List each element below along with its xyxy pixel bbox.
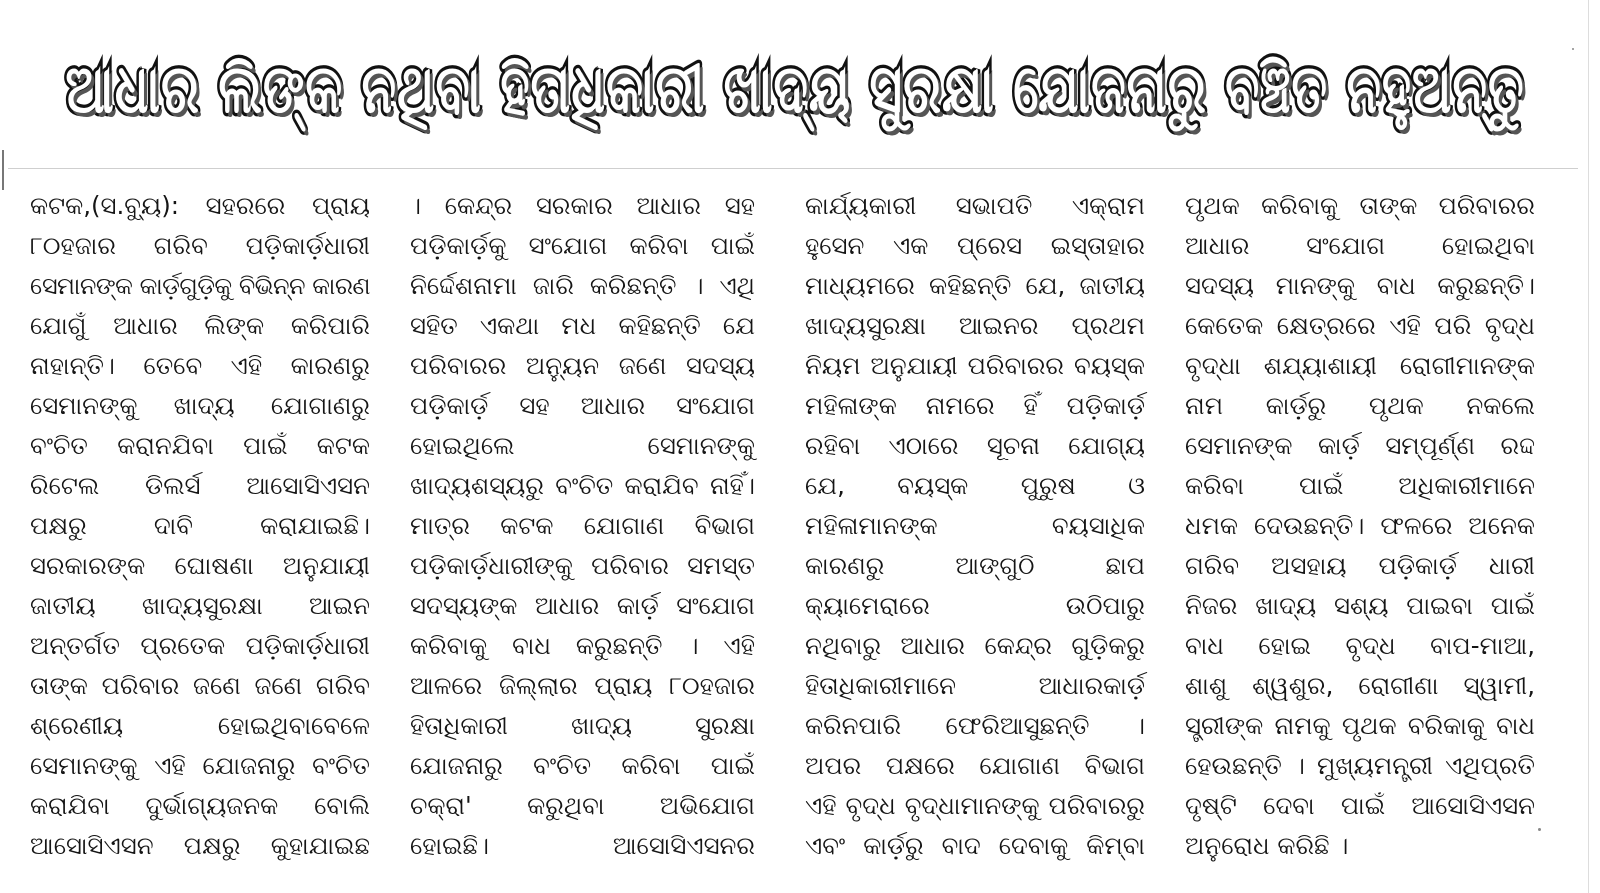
column-line: ତାଙ୍କ ପରିବାର ଜଣେ ଜଣେ ଗରିବ	[30, 671, 370, 700]
column-line: । କେନ୍ଦ୍ର ସରକାର ଆଧାର ସହ	[410, 191, 755, 220]
column-line: ଏହି ବୃଦ୍ଧ ବୃଦ୍ଧାମାନଙ୍କୁ ପରିବାରରୁ	[805, 791, 1145, 820]
column-line: ସେମାନଙ୍କ କାର୍ଡ଼ଗୁଡ଼ିକୁ ବିଭିନ୍ନ କାରଣ	[30, 272, 370, 300]
column-line: ପୃଥକ କରିବାକୁ ତାଙ୍କ ପରିବାରର	[1185, 191, 1535, 220]
column-line: କରିନପାରି ଫେରିଆସୁଛନ୍ତି ।	[805, 711, 1145, 740]
scan-speck	[1572, 48, 1574, 50]
column-line: ହୋଇଛି। ଆସୋସିଏସନର	[410, 831, 755, 860]
column-line: ନଥିବାରୁ ଆଧାର କେନ୍ଦ୍ର ଗୁଡ଼ିକରୁ	[805, 631, 1145, 660]
column-line: ବଂଚିତ କରାନଯିବା ପାଇଁ କଟକ	[30, 431, 370, 460]
column-line: ବାଧ ହୋଇ ବୃଦ୍ଧ ବାପ-ମାଆ,	[1185, 631, 1535, 660]
column-line: ନିର୍ଦ୍ଦେଶନାମା ଜାରି କରିଛନ୍ତି । ଏଥି	[410, 271, 755, 300]
column-line: ପଡ଼ିକାର୍ଡ଼କୁ ସଂଯୋଗ କରିବା ପାଇଁ	[410, 231, 755, 260]
column-line: ମାତ୍ର କଟକ ଯୋଗାଣ ବିଭାଗ	[410, 511, 755, 540]
column-line: ନାହାନ୍ତି। ତେବେ ଏହି କାରଣରୁ	[30, 351, 370, 380]
article-column-4	[1185, 186, 1535, 866]
column-line: ସରକାରଙ୍କ ଘୋଷଣା ଅନୁଯାୟୀ	[30, 551, 370, 580]
column-line: ସଦସ୍ୟ ମାନଙ୍କୁ ବାଧ କରୁଛନ୍ତି।	[1185, 271, 1535, 300]
column-line: ଆସୋସିଏସନ ପକ୍ଷରୁ କୁହାଯାଇଛ	[30, 831, 370, 860]
column-line: ସେମାନଙ୍କ କାର୍ଡ଼ ସମ୍ପୂର୍ଣ୍ଣ ରଦ୍ଦ	[1185, 431, 1535, 460]
column-line: ମାଧ୍ୟମରେ କହିଛନ୍ତି ଯେ, ଜାତୀୟ	[805, 271, 1145, 300]
column-line: ହିତାଧିକାରୀ ଖାଦ୍ୟ ସୁରକ୍ଷା	[410, 711, 755, 740]
article-column-3	[805, 186, 1145, 866]
column-line: ନିୟମ ଅନୁଯାୟୀ ପରିବାରର ବୟସ୍କ	[805, 351, 1145, 380]
column-line: କରିବା ପାଇଁ ଅଧିକାରୀମାନେ	[1185, 471, 1535, 500]
column-line: ହିତାଧିକାରୀମାନେ ଆଧାରକାର୍ଡ଼	[805, 671, 1145, 700]
column-line: ନିଜର ଖାଦ୍ୟ ସଶ୍ୟ ପାଇବା ପାଇଁ	[1185, 591, 1535, 620]
column-line: ହୁସେନ ଏକ ପ୍ରେସ ଇସ୍ତାହାର	[805, 231, 1145, 260]
column-line: ରିଟେଲ ଡିଲର୍ସ ଆସୋସିଏସନ	[30, 471, 370, 500]
column-line: ପଡ଼ିକାର୍ଡ଼ଧାରୀଙ୍କୁ ପରିବାର ସମସ୍ତ	[410, 551, 755, 580]
column-line: ଖାଦ୍ୟଶସ୍ୟରୁ ବଂଚିତ କରାଯିବ ନାହିଁ।	[410, 471, 755, 500]
column-line: କରିବାକୁ ବାଧ କରୁଛନ୍ତି । ଏହି	[410, 631, 755, 660]
column-line: ସେମାନଙ୍କୁ ଖାଦ୍ୟ ଯୋଗାଣରୁ	[30, 391, 370, 420]
article-column-2	[410, 186, 755, 866]
column-line: ପକ୍ଷରୁ ଦାବି କରାଯାଇଛି।	[30, 511, 370, 540]
column-line: ଯୋଜନାରୁ ବଂଚିତ କରିବା ପାଇଁ	[410, 751, 755, 780]
column-line: ଆଧାର ସଂଯୋଗ ହୋଇଥିବା	[1185, 231, 1535, 260]
column-line: ଜାତୀୟ ଖାଦ୍ୟସୁରକ୍ଷା ଆଇନ	[30, 591, 370, 620]
column-line: ଖାଦ୍ୟସୁରକ୍ଷା ଆଇନର ପ୍ରଥମ	[805, 311, 1145, 340]
column-line: କ୍ୟାମେରାରେ ଉଠିପାରୁ	[805, 591, 1145, 620]
column-line: ଚକ୍ରା' କରୁଥିବା ଅଭିଯୋଗ	[410, 791, 755, 820]
column-line: କାରଣରୁ ଆଙ୍ଗୁଠି ଛାପ	[805, 551, 1145, 580]
column-line: କେତେକ କ୍ଷେତ୍ରରେ ଏହି ପରି ବୃଦ୍ଧ	[1185, 311, 1535, 340]
column-line: କାର୍ଯ୍ୟକାରୀ ସଭାପତି ଏକ୍ରାମ	[805, 191, 1145, 220]
article-column-1	[30, 186, 370, 866]
column-line: ସହିତ ଏକଥା ମଧ କହିଛନ୍ତି ଯେ	[410, 311, 755, 340]
column-line: ଆଳରେ ଜିଲ୍ଲାର ପ୍ରାୟ ୮୦ହଜାର	[410, 671, 755, 700]
scan-edge-line	[1588, 0, 1589, 893]
column-line: ହେଉଛନ୍ତି । ମୁଖ୍ୟମନ୍ତ୍ରୀ ଏଥିପ୍ରତି	[1185, 751, 1535, 780]
column-line: ମହିଳାଙ୍କ ନାମରେ ହିଁ ପଡ଼ିକାର୍ଡ଼	[805, 391, 1145, 420]
headline-divider	[8, 168, 1578, 169]
column-line: ପରିବାରର ଅନ୍ୟୁନ ଜଣେ ସଦସ୍ୟ	[410, 351, 755, 380]
column-line: ମହିଳାମାନଙ୍କ ବୟସାଧିକ	[805, 511, 1145, 540]
column-line: ଅପର ପକ୍ଷରେ ଯୋଗାଣ ବିଭାଗ	[805, 751, 1145, 780]
column-line: ପଡ଼ିକାର୍ଡ଼ ସହ ଆଧାର ସଂଯୋଗ	[410, 391, 755, 420]
column-line: ଅନ୍ତର୍ଗତ ପ୍ରତେକ ପଡ଼ିକାର୍ଡ଼ଧାରୀ	[30, 631, 370, 660]
column-line: ନାମ କାର୍ଡ଼ରୁ ପୃଥକ ନକଲେ	[1185, 391, 1535, 420]
column-line: ଯୋଗୁଁ ଆଧାର ଲିଙ୍କ କରିପାରି	[30, 311, 370, 340]
column-line: ଏବଂ କାର୍ଡ଼ରୁ ବାଦ ଦେବାକୁ କିମ୍ବା	[805, 831, 1145, 860]
column-line: ସେମାନଙ୍କୁ ଏହି ଯୋଜନାରୁ ବଂଚିତ	[30, 751, 370, 780]
column-line: ବୃଦ୍ଧା ଶଯ୍ୟାଶାୟୀ ରୋଗୀମାନଙ୍କ	[1185, 351, 1535, 380]
column-line: ହୋଇଥିଲେ ସେମାନଙ୍କୁ	[410, 431, 755, 460]
scan-speck	[1538, 828, 1541, 831]
column-line: ୮୦ହଜାର ଗରିବ ପଡ଼ିକାର୍ଡ଼ଧାରୀ	[30, 231, 370, 260]
column-line: ସ୍ତ୍ରୀଙ୍କ ନାମକୁ ପୃଥକ ବରିକାକୁ ବାଧ	[1185, 711, 1535, 740]
headline: ଆଧାର ଲିଙ୍କ ନଥିବା ହିତାଧିକାରୀ ଖାଦ୍ୟ ସୁରକ୍ଷା ଯୋଜନାରୁ ବଞ୍ଚିତ ନହୁଅନ୍ତୁ	[65, 49, 1525, 128]
column-line: ଦୃଷ୍ଟି ଦେବା ପାଇଁ ଆସୋସିଏସନ	[1185, 791, 1535, 820]
column-line: ଯେ, ବୟସ୍କ ପୁରୁଷ ଓ	[805, 471, 1145, 500]
column-line: ରହିବା ଏଠାରେ ସୂଚନା ଯୋଗ୍ୟ	[805, 431, 1145, 460]
column-line: କଟକ,(ସ.ବ୍ୟୁ): ସହରରେ ପ୍ରାୟ	[30, 191, 370, 220]
scan-edge-mark	[2, 150, 4, 190]
column-line: ଶାଶୁ ଶ୍ୱଶୁର, ରୋଗୀଣା ସ୍ୱାମୀ,	[1185, 671, 1535, 700]
column-line: କରାଯିବା ଦୁର୍ଭାଗ୍ୟଜନକ ବୋଲି	[30, 791, 370, 820]
column-line: ସଦସ୍ୟଙ୍କ ଆଧାର କାର୍ଡ଼ ସଂଯୋଗ	[410, 591, 755, 620]
column-line: ଧମକ ଦେଉଛନ୍ତି। ଫଳରେ ଅନେକ	[1185, 511, 1535, 540]
column-line: ଅନୁରୋଧ କରିଛି ।	[1185, 831, 1349, 860]
column-line: ଶ୍ରେଣୀୟ ହୋଇଥିବାବେଳେ	[30, 711, 370, 740]
column-line: ଗରିବ ଅସହାୟ ପଡ଼ିକାର୍ଡ଼ ଧାରୀ	[1185, 551, 1535, 580]
